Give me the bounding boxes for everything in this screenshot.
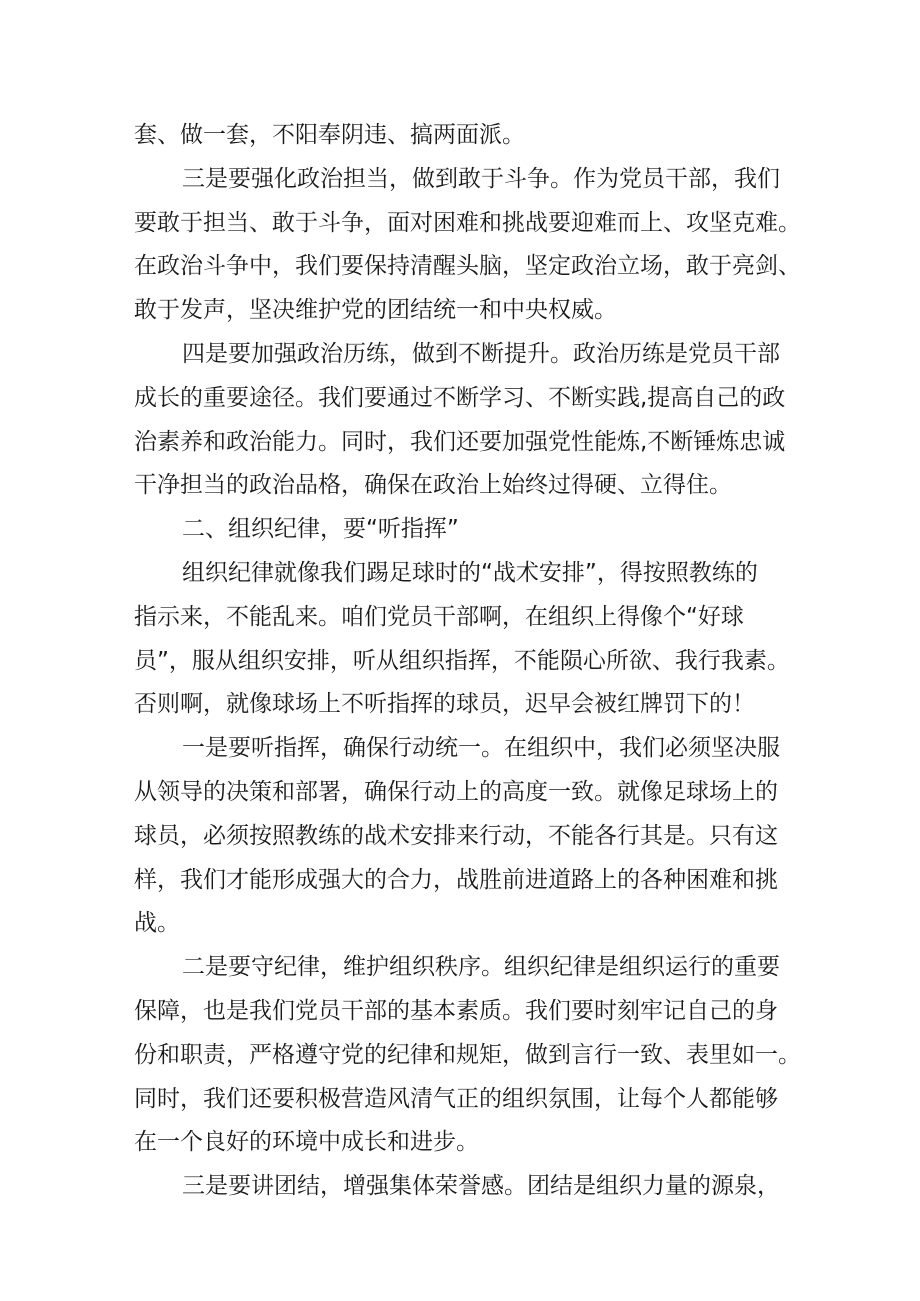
paragraph-line: 三是要强化政治担当，做到敢于斗争。作为党员干部，我们	[182, 165, 780, 192]
paragraph-line: 四是要加强政治历练，做到不断提升。政治历练是党员干部	[182, 340, 780, 367]
paragraph-line: 成长的重要途径。我们要通过不断学习、不断实践,提高自己的政	[134, 384, 786, 411]
paragraph-line: 样，我们才能形成强大的合力，战胜前进道路上的各种困难和挑	[134, 866, 778, 893]
section-heading: 二、组织纪律，要“听指挥”	[182, 516, 459, 543]
paragraph-line: 否则啊，就像球场上不听指挥的球员，迟早会被红牌罚下的！	[134, 691, 755, 718]
document-body	[134, 114, 801, 1209]
paragraph-line: 员”，服从组织安排，听从组织指挥，不能陨心所欲、我行我素。	[134, 647, 790, 674]
paragraph-line: 从领导的决策和部署，确保行动上的高度一致。就像足球场上的	[134, 778, 778, 805]
paragraph-line: 同时，我们还要积极营造风清气正的组织氛围，让每个人都能够	[134, 1085, 778, 1112]
paragraph-line: 二是要守纪律，维护组织秩序。组织纪律是组织运行的重要	[182, 954, 780, 981]
paragraph-line: 三是要讲团结，增强集体荣誉感。团结是组织力量的源泉，	[182, 1173, 780, 1200]
paragraph-line: 球员，必须按照教练的战术安排来行动，不能各行其是。只有这	[134, 822, 778, 849]
paragraph-line: 敢于发声，坚决维护党的团结统一和中央权威。	[134, 297, 617, 324]
paragraph-line: 要敢于担当、敢于斗争，面对困难和挑战要迎难而上、攻坚克难。	[134, 209, 801, 236]
paragraph-line: 一是要听指挥，确保行动统一。在组织中，我们必须坚决服	[182, 735, 780, 762]
paragraph-line: 战。	[134, 910, 180, 937]
paragraph-line: 在一个良好的环境中成长和进步。	[134, 1129, 479, 1156]
paragraph-line: 套、做一套，不阳奉阴违、搞两面派。	[134, 122, 525, 148]
paragraph-line: 在政治斗争中，我们要保持清醒头脑，坚定政治立场，敢于亮剑、	[134, 253, 801, 280]
paragraph-line: 指示来，不能乱来。咱们党员干部啊，在组织上得像个“好球	[134, 603, 744, 630]
paragraph-line: 份和职责，严格遵守党的纪律和规矩，做到言行一致、表里如一。	[134, 1041, 801, 1068]
paragraph-line: 治素养和政治能力。同时，我们还要加强党性能炼,不断锤炼忠诚	[134, 428, 786, 455]
paragraph-line: 组织纪律就像我们踢足球时的“战术安排”，得按照教练的	[182, 559, 758, 586]
paragraph-line: 干净担当的政治品格，确保在政治上始终过得硬、立得住。	[134, 472, 732, 499]
paragraph-line: 保障，也是我们党员干部的基本素质。我们要时刻牢记自己的身	[134, 997, 778, 1024]
